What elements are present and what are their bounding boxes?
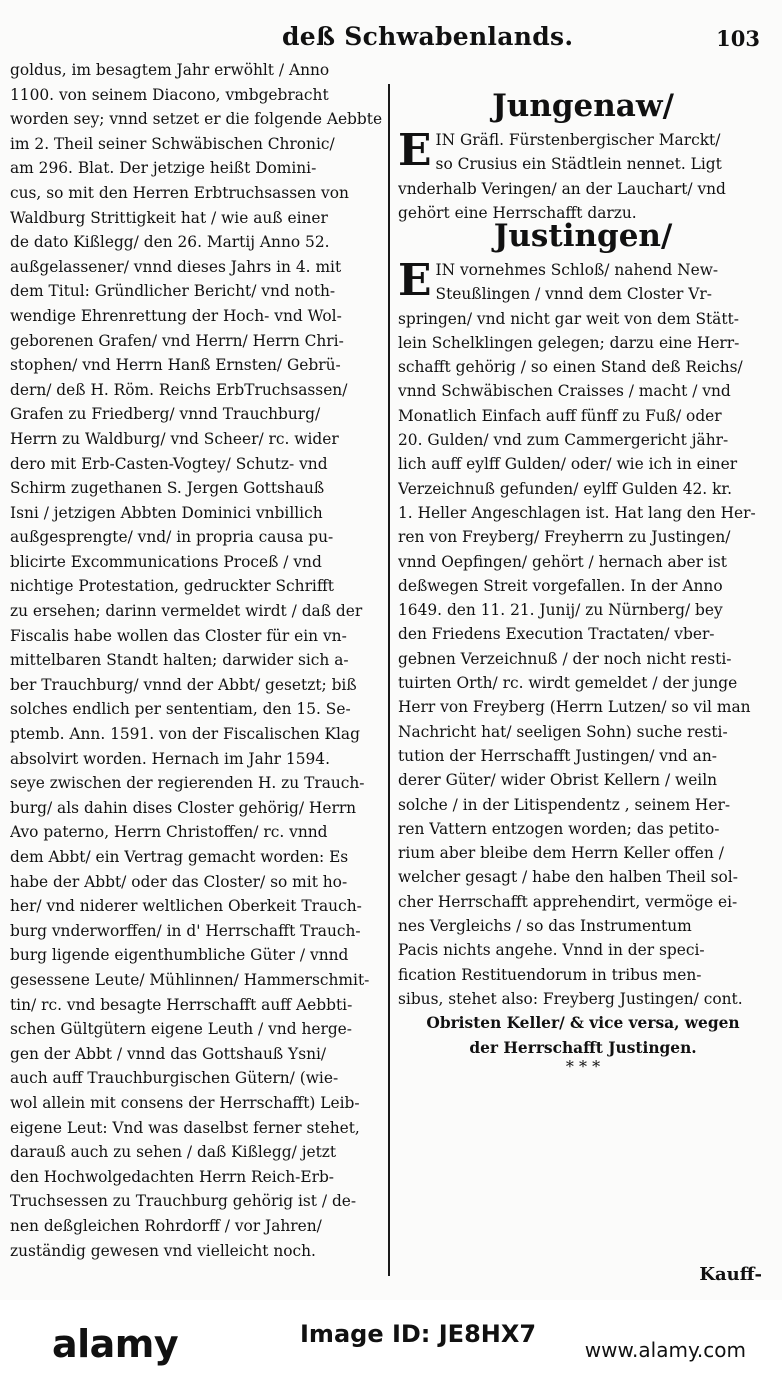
text-line: dern/ deß H. Röm. Reichs ErbTruchsassen/ (10, 380, 348, 399)
text-line: lich auff eylff Gulden/ oder/ wie ich in einer (398, 455, 738, 474)
text-line: Herr von Freyberg (Herrn Lutzen/ so vil man (398, 698, 751, 717)
text-line: 1. Heller Angeschlagen ist. Hat lang den Her- (398, 503, 756, 522)
text-line: seye zwischen der regierenden H. zu Trauch- (10, 774, 365, 793)
text-line: Pacis nichts angehe. Vnnd in der speci- (398, 941, 705, 960)
text-line: auch auff Trauchburgischen Gütern/ (wie- (10, 1069, 339, 1088)
text-line: tuirten Orth/ rc. wirdt gemeldet / der junge (398, 674, 738, 693)
text-line: ber Trauchburg/ vnnd der Abbt/ gesetzt; biß (10, 675, 357, 694)
text-line: blicirte Excommunications Proceß / vnd (10, 552, 322, 571)
text-line: gen der Abbt / vnnd das Gottshauß Ysni/ (10, 1044, 327, 1063)
text-line: außgesprengte/ vnd/ in propria causa pu- (10, 528, 334, 547)
article-section (398, 214, 768, 1084)
text-line: dem Titul: Gründlicher Bericht/ vnd noth- (10, 282, 336, 301)
text-line: absolvirt worden. Hernach im Jahr 1594. (10, 749, 330, 768)
asterism-ornament: * * * (565, 1056, 601, 1076)
text-line: dero mit Erb-Casten-Vogtey/ Schutz- vnd (10, 454, 328, 473)
drop-cap: E (398, 255, 432, 306)
site-url: www.alamy.com (584, 1338, 746, 1362)
text-line: schen Gültgütern eigene Leuth / vnd herge- (10, 1020, 352, 1039)
text-line: schafft gehörig / so einen Stand deß Reichs/ (398, 358, 743, 377)
text-line: wol allein mit consens der Herrschafft) Leib- (10, 1093, 360, 1112)
text-line: außgelassener/ vnnd dieses Jahrs in 4. mit (10, 257, 342, 276)
text-line: stophen/ vnd Herrn Hanß Ernsten/ Gebrü- (10, 356, 341, 375)
stock-footer (0, 1300, 782, 1390)
text-line: Waldburg Strittigkeit hat / wie auß einer (10, 208, 328, 227)
text-line: lein Schelklingen gelegen; darzu eine Herr- (398, 333, 740, 352)
left-column (10, 58, 382, 1263)
text-line: fication Restituendorum in tribus men- (398, 965, 702, 984)
drop-cap: E (398, 125, 432, 176)
text-line: springen/ vnd nicht gar weit von dem Stätt- (398, 309, 739, 328)
article-section (398, 84, 768, 222)
text-line: dem Abbt/ ein Vertrag gemacht worden: Es (10, 848, 349, 866)
stock-logo: alamy (52, 1322, 179, 1366)
image-id: Image ID: JE8HX7 (300, 1320, 537, 1348)
text-line: 20. Gulden/ vnd zum Cammergericht jähr- (398, 431, 729, 450)
text-line: gehört eine Herrschafft darzu. (398, 203, 637, 222)
text-line: Isni / jetzigen Abbten Dominici vnbillich (10, 503, 323, 522)
section-body (398, 255, 768, 1011)
text-line: deßwegen Streit vorgefallen. In der Anno (398, 576, 723, 595)
text-line: ptemb. Ann. 1591. von der Fiscalischen Klag (10, 725, 360, 744)
text-line: Fiscalis habe wollen das Closter für ein vn- (10, 626, 347, 645)
text-line: nen deßgleichen Rohrdorff / vor Jahren/ (10, 1216, 322, 1235)
text-line: welcher gesagt / habe den halben Theil sol- (398, 868, 738, 887)
image-id-block (300, 1320, 536, 1352)
text-line: wendige Ehrenrettung der Hoch- vnd Wol- (10, 306, 342, 325)
text-line: im 2. Theil seiner Schwäbischen Chronic/ (10, 134, 335, 153)
text-line: tin/ rc. vnd besagte Herrschafft auff Aebbti- (10, 995, 353, 1014)
catchword: Kauff- (699, 1264, 762, 1285)
text-line: Steußlingen / vnnd dem Closter Vr- (435, 285, 712, 304)
text-line: cus, so mit den Herren Erbtruchsassen von (10, 183, 349, 202)
text-line: Nachricht hat/ seeligen Sohn) suche resti- (398, 722, 728, 741)
text-line: vnnd Oepfingen/ gehört / hernach aber ist (398, 552, 727, 571)
running-title: deß Schwabenlands. (282, 22, 574, 51)
text-line: Verzeichnuß gefunden/ eylff Gulden 42. kr. (398, 479, 732, 498)
text-line: zu ersehen; darinn vermeldet wirdt / daß der (10, 602, 363, 621)
text-line: ren Vattern entzogen worden; das petito- (398, 819, 720, 838)
text-line: goldus, im besagtem Jahr erwöhlt / Anno (10, 61, 330, 79)
text-line: eigene Leut: Vnd was daselbst ferner stehet, (10, 1118, 360, 1137)
text-line: ren von Freyberg/ Freyherrn zu Justingen/ (398, 528, 731, 547)
text-line: nes Vergleichs / so das Instrumentum (398, 917, 692, 936)
right-column (398, 84, 768, 1084)
running-head (0, 22, 782, 54)
text-line: solche / in der Litispendentz , seinem Her- (398, 795, 731, 814)
text-line: zuständig gewesen vnd vielleicht noch. (10, 1241, 316, 1260)
text-line: gebnen Verzeichnuß / der noch nicht resti- (398, 649, 732, 668)
text-line: solches endlich per sententiam, den 15. Se- (10, 700, 351, 719)
text-line: darauß auch zu sehen / daß Kißlegg/ jetzt (10, 1143, 337, 1162)
section-heading: Jungenaw/ (492, 88, 674, 124)
text-line: den Friedens Execution Tractaten/ vber- (398, 625, 715, 644)
text-line: Schirm zugethanen S. Jergen Gottshauß (10, 479, 325, 498)
text-line: derer Güter/ wider Obrist Kellern / weiln (398, 771, 718, 790)
text-line: 1100. von seinem Diacono, vmbgebracht (10, 85, 329, 104)
text-line: vnnd Schwäbischen Craisses / macht / vnd (398, 382, 731, 401)
text-line: burg ligende eigenthumbliche Güter / vnnd (10, 946, 349, 965)
text-line: am 296. Blat. Der jetzige heißt Domini- (10, 159, 317, 178)
text-line: IN vornehmes Schloß/ nahend New- (435, 261, 719, 279)
text-line: Grafen zu Friedberg/ vnnd Trauchburg/ (10, 405, 321, 424)
text-line: burg/ als dahin dises Closter gehörig/ Herrn (10, 798, 357, 817)
text-line: habe der Abbt/ oder das Closter/ so mit ho- (10, 872, 348, 891)
column-divider (388, 84, 390, 1276)
text-line: tution der Herrschafft Justingen/ vnd an- (398, 746, 717, 765)
text-line: cher Herrschafft apprehendirt, vermöge ei- (398, 892, 738, 911)
text-line: nichtige Protestation, gedruckter Schrifft (10, 577, 334, 596)
text-line: Avo paterno, Herrn Christoffen/ rc. vnnd (10, 823, 328, 842)
text-line: vnderhalb Veringen/ an der Lauchart/ vnd (398, 179, 726, 198)
text-line: sibus, stehet also: Freyberg Justingen/ cont. (398, 989, 743, 1008)
section-heading: Justingen/ (493, 218, 673, 254)
text-line: Herrn zu Waldburg/ vnd Scheer/ rc. wider (10, 429, 339, 448)
text-line: worden sey; vnnd setzet er die folgende Aebbte (10, 110, 382, 129)
text-line: mittelbaren Standt halten; darwider sich a- (10, 651, 349, 670)
closing-line: der Herrschafft Justingen. (469, 1038, 697, 1057)
page-number: 103 (716, 26, 760, 51)
text-line: den Hochwolgedachten Herrn Reich-Erb- (10, 1167, 335, 1186)
text-line: Monatlich Einfach auff fünff zu Fuß/ oder (398, 406, 722, 425)
section-body (398, 125, 768, 225)
text-line: 1649. den 11. 21. Junij/ zu Nürnberg/ bey (398, 601, 723, 620)
text-line: gesessene Leute/ Mühlinnen/ Hammerschmit- (10, 970, 370, 989)
text-line: rium aber bleibe dem Herrn Keller offen / (398, 844, 724, 863)
text-line: so Crusius ein Städtlein nennet. Ligt (435, 155, 722, 174)
text-line: burg vnderworffen/ in d' Herrschafft Trauch- (10, 921, 361, 940)
closing-line: Obristen Keller/ & vice versa, wegen (426, 1014, 740, 1033)
text-line: her/ vnd niderer weltlichen Oberkeit Trauch- (10, 897, 362, 916)
text-line: IN Gräfl. Fürstenbergischer Marckt/ (435, 131, 721, 149)
text-line: Truchsessen zu Trauchburg gehörig ist / de- (10, 1192, 357, 1211)
text-line: geborenen Grafen/ vnd Herrn/ Herrn Chri- (10, 331, 344, 350)
text-line: de dato Kißlegg/ den 26. Martij Anno 52. (10, 233, 330, 252)
